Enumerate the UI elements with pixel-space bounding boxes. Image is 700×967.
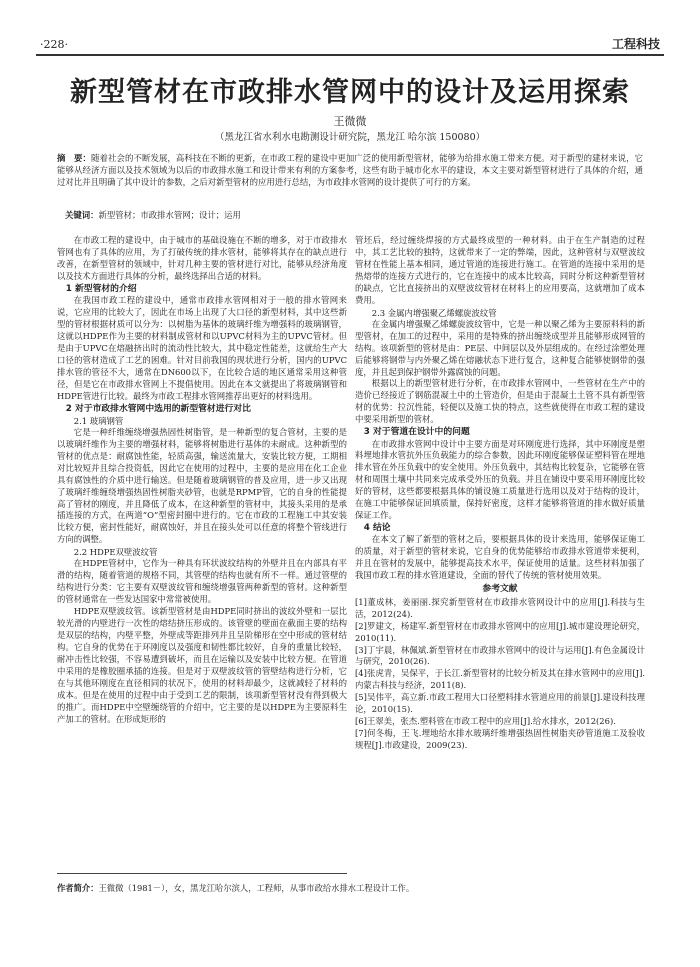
paragraph: 管坯后，经过缠绕焊接的方式最终成型的一种材料。由于在生产制造的过程中，其工艺比较的独特，这就带来了一定的弊端，因此，这种管材与双壁波纹管材在性能上基本相同，通过管道的连接进行施工。在管道的连接中采用的是热熔带的连接方式进行的，它在连接中的成本比较高，同时分析这种新型管材的缺点，它比直接挤出的双壁波纹管材在材料上的应用要高，这就增加了成本费用。 bbox=[355, 235, 645, 305]
section-heading: 1 新型管材的介绍 bbox=[65, 283, 137, 294]
article-title: 新型管材在市政排水管网中的设计及运用探索 bbox=[70, 77, 630, 108]
reference-item: [5]吴伟平，高立新.市政工程用大口径塑料排水管道应用的前景[J].建设科技理论，2010(15). bbox=[355, 692, 645, 715]
subsection-heading: 2.3 金属内增强聚乙烯螺旋波纹管 bbox=[371, 307, 497, 318]
paragraph: 在本文了解了新型的管材之后，要根据具体的设计来选用，能够保证施工的质量，对于新型的管材来说，它自身的优势能够给市政排水管道带来便利，并且在管材的发展中，能够提高技术水平，保证使用的适量。这些材料加强了我国市政工程的排水管道建设，全面的替代了传统的管材使用效果。 bbox=[355, 534, 645, 581]
left-column bbox=[57, 235, 347, 726]
paragraph: 在市政工程的建设中，由于城市的基础设施在不断的增多，对于市政排水管网也有了具体的应用，为了打破传统的排水管材，能够将其存在的缺点进行改善，在新型管材的领域中，针对几种主要的管材进行对比，能够从经济角度以及技术方面进行具体的分析，最终选择出合适的材料。 bbox=[57, 235, 347, 281]
section-heading: 2 对于市政排水管网中选用的新型管材进行对比 bbox=[65, 403, 251, 414]
reference-item: [7]何冬梅，王飞.埋地给水排水玻璃纤维增强热固性树脂夹砂管道施工及验收规程[J].市政建设，2009(23). bbox=[355, 728, 645, 751]
reference-item: [6]王翠美，张杰.塑料管在市政工程中的应用[J].给水排水，2012(26). bbox=[355, 716, 616, 727]
paragraph: 它是一种纤维缠绕增强热固性树脂管，是一种新型的复合管材，主要的是以玻璃纤维作为主要的增强材料，能够将树脂进行基体的未耐成。这种新型的管材的优点是：耐腐蚀性能，轻质高强，输送流量大，安装比较方便，工期相对比较短并且综合投资低，因此它在使用的过程中，主要的是应用在化工企业具有腐蚀性的介质中进行输送。但是随着玻璃钢管的普及应用，进一步又出现了玻璃纤维缠绕增强热固性树脂夹砂管，也就是RPMP管，它的自身的性能提高了管材的刚度，并且降低了成本，在这种新型的管材中，其接头采用的是承插连接的方式，在两道“O”型密封圈中进行的。它在市政的工程施工中其安装比较方便，密封性能好，耐腐蚀好，并且在接头处可以任意的将整个管线进行方向的调整。 bbox=[57, 426, 347, 545]
journal-name: 工程科技 bbox=[611, 37, 660, 51]
paragraph: 在我国市政工程的建设中，通常市政排水管网相对于一般的排水管网来说，它应用的比较大了，因此在市场上出现了大口径的新型材料，其中这些新型的管材根据材质可以分为：以树脂为基体的玻璃纤维为增强料的玻璃钢管，这就以HDPE作为主要的材料制成管材和以UPVC材料为主的UPVC管材。但是由于UPVC在熔融挤出时的流动性比较大，其中稳定性能差，这就给生产大口径的管材造成了工艺的困难。针对目前我国的现状进行分析，国内的UPVC排水管的管径不大，通常在DN600以下，在比较合适的地区通常采用这种管径，但是它在市政排水管网上不提倡使用。因此在本文就提出了将玻璃钢管和HDPE管进行比较。最终为市政工程排水管网推荐出更好的材料选用。 bbox=[57, 295, 347, 401]
reference-item: [1]董成林，姜丽丽.探究新型管材在市政排水管网设计中的应用[J].科技与生活，2012(24). bbox=[355, 596, 645, 619]
header-rule bbox=[36, 54, 664, 56]
reference-item: [3]丁宇晨，林佩斌.新型管材在市政排水管网中的设计与运用[J].有色金属设计与研究，2010(26). bbox=[355, 644, 645, 667]
footnote-text: 王微微（1981－），女，黑龙江哈尔滨人，工程师，从事市政给水排水工程设计工作。 bbox=[98, 883, 415, 893]
reference-item: [2]罗建文，杨建军.新型管材在市政排水管网中的应用[J].城市建设理论研究，2010(11). bbox=[355, 620, 645, 643]
section-heading: 3 对于管道在设计中的问题 bbox=[363, 427, 470, 438]
author-name: 王微微 bbox=[333, 115, 367, 128]
paragraph: 在金属内增强聚乙烯螺旋波纹管中，它是一种以聚乙烯为主要原料料的新型管材，在加工的过程中，采用的是特殊的挤出缠绕成型并且能够形成网管的结构。该项新型的管材是由：PE层、中间层以及外层组成的。在经过涂塑处理后能够将钢带与内外聚乙烯在熔融状态下进行复合，这种复合能够使钢带的强度，并且起到保护钢带外露腐蚀的问题。 bbox=[355, 318, 645, 377]
footnote-rule bbox=[57, 873, 347, 874]
paragraph: 在HDPE管材中，它作为一种具有环状波纹结构的外壁并且在内部具有平滑的结构，随着管道的规格不同，其管壁的结构也就有所不一样。通过管壁的结构进行分类：它主要有双壁波纹管和缠绕增强管两种新型的管材。这种新型的管材通常在一些发达国家中常常被使用。 bbox=[57, 558, 347, 605]
paragraph: 在市政排水管网中设计中主要方面是对环刚度进行选择，其中环刚度是塑料埋地排水管抗外压负载能力的综合参数，因此环刚度能够保证塑料管在埋地排水管在外压负载中的安全使用。外压负载中，其结构比较复杂，它能够在管材和周围土壤中共同来完成承受外压的负载。并且在铺设中要采用环刚度比较好的管材，这些都要根据具体的铺设施工质量进行选用以及对于结构的设计，在施工中能够保证回填质量，保持好密度，这样才能够将管道的排水做好质量保证工作。 bbox=[355, 438, 645, 521]
section-heading: 4 结论 bbox=[363, 523, 391, 534]
right-column bbox=[355, 235, 645, 752]
author-footnote bbox=[57, 882, 677, 894]
keywords-text: 新型管材；市政排水管网；设计；运用 bbox=[98, 210, 241, 220]
reference-item: [4]张虎青，吴保平，于长江.新型管材的比较分析及其在排水管网中的应用[J].内蒙古科技与经济，2011(8). bbox=[355, 668, 645, 691]
references-heading: 参考文献 bbox=[482, 584, 518, 595]
abstract bbox=[57, 152, 643, 189]
subsection-heading: 2.1 玻璃钢管 bbox=[73, 415, 124, 426]
footnote-label: 作者简介： bbox=[57, 883, 99, 893]
abstract-label: 摘 要： bbox=[57, 153, 91, 163]
paragraph: 根据以上的新型管材进行分析，在市政排水管网中，一些管材在生产中的造价已经接近了钢筋混凝土中的土管造价，但是由于混凝土土管不具有新型管材的优势：拉沉性能，轻便以及施工快的特点，这些就使得在市政工程的建设中要采用新型的管材。 bbox=[355, 378, 645, 425]
keywords bbox=[65, 209, 643, 221]
page-number: ·228· bbox=[40, 38, 68, 51]
abstract-text: 随着社会的不断发展，高科技在不断的更新，在市政工程的建设中更加广泛的使用新型管材，能够为给排水施工带来方便。对于新型的建材来说，它能够从经济方面以及技术领域为以后的市政排水施工和设计带来有利的方案参考，这些有助于城市化水平的建设，本文主要对新型管材进行了具体的介绍，通过对比并且明确了其中设计的参数，之后对新型管材的应用进行总结，为市政排水管网的设计提供了可行的方案。 bbox=[57, 153, 644, 188]
author-affiliation: （黑龙江省水利水电勘测设计研究院，黑龙江 哈尔滨 150080） bbox=[214, 132, 486, 143]
keywords-label: 关键词： bbox=[65, 210, 99, 220]
subsection-heading: 2.2 HDPE双壁波纹管 bbox=[73, 547, 158, 558]
paragraph: HDPE双壁波纹管。该新型管材是由HDPE同时挤出的波纹外壁和一层比较光滑的内壁进行一次性的熔结挤压形成的。该管壁的壁面在截面主要的结构是双层的结构，内壁平整，外壁成等距排列并且呈阶梯形在空中形成的管材结构。它自身的优势在于环刚度以及强度和韧性都比较好，自身的重量比较轻，耐冲击性比较强，不容易遭到破坏，而且在运输以及安装中比较方便。在管道中采用的是橡胶圈承插的连接。但是对于双壁波纹管的管壁结构进行分析，它在与其他环刚度在直径相同的状况下，使用的材料却最少，这就减轻了材料的成本。但是在使用的过程中由于受到工艺的限制，该项新型管材没有得到极大的推广。而HDPE中空壁缠绕管的介绍中，它主要的是以HDPE为主要原料生产加工的管材。在形成矩形的 bbox=[57, 606, 347, 724]
